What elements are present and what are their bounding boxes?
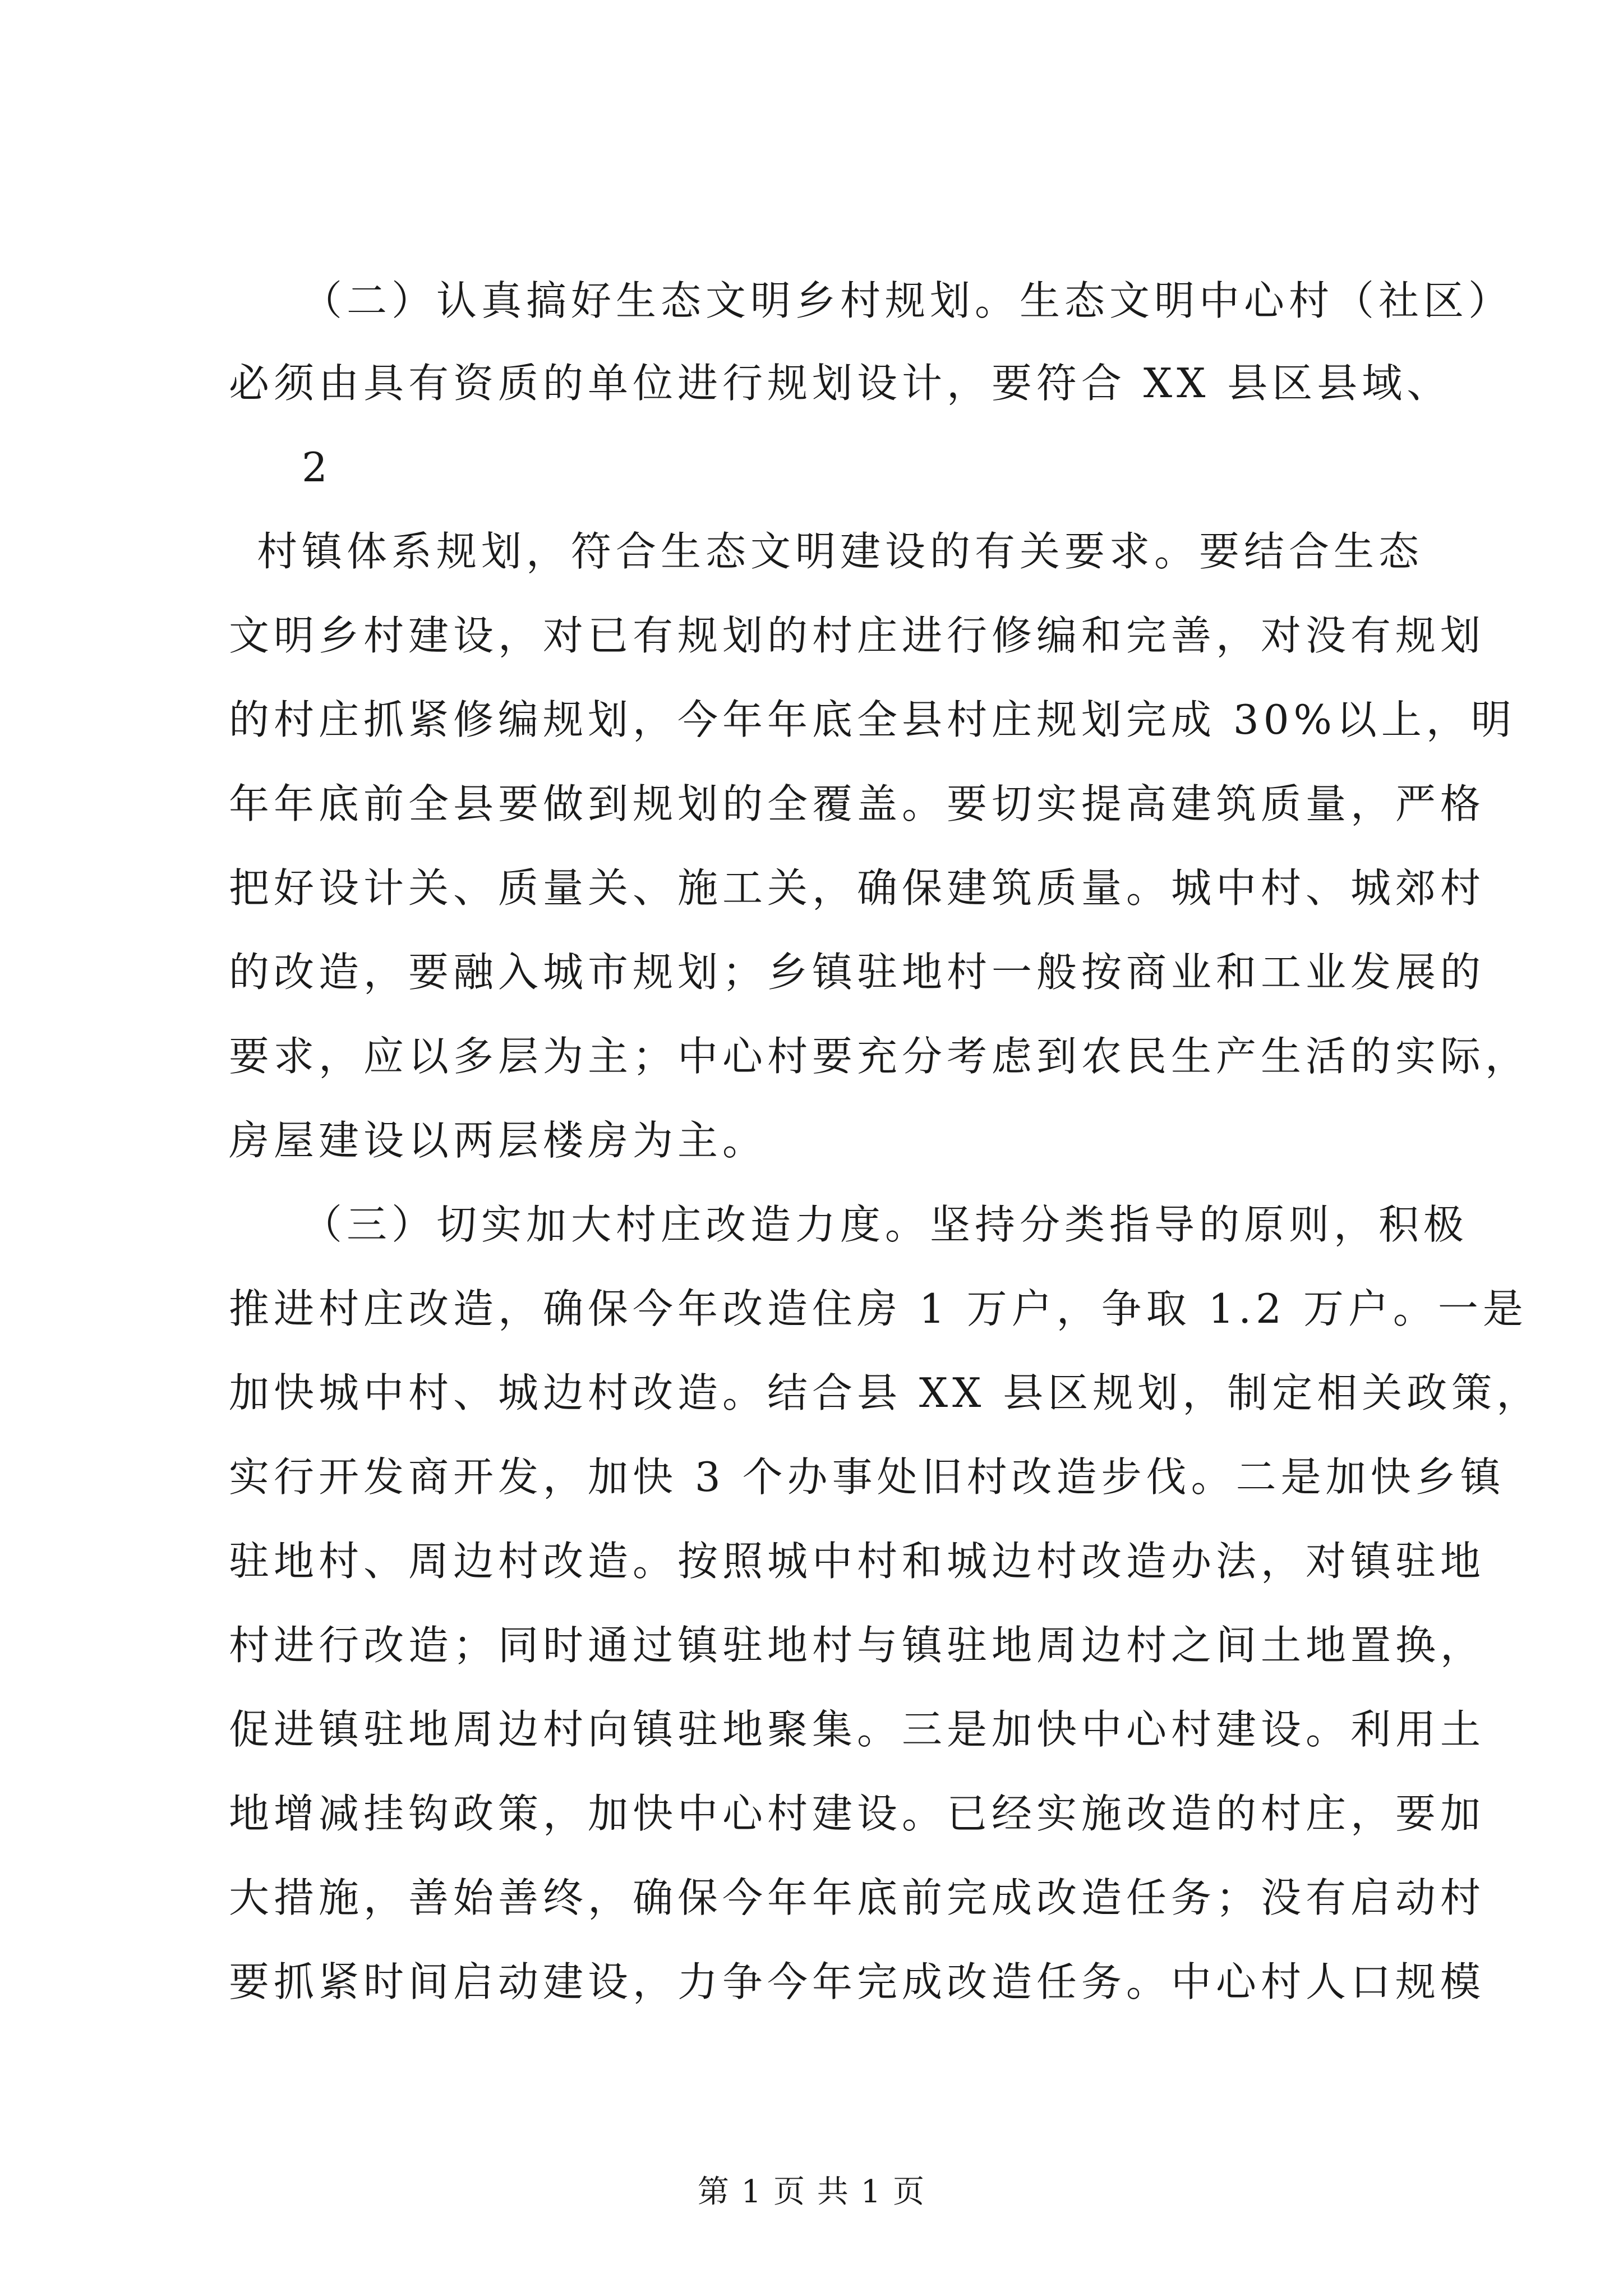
paragraph-line: 促进镇驻地周边村向镇驻地聚集。三是加快中心村建设。利用土 (229, 1706, 1486, 1753)
paragraph-line: 必须由具有资质的单位进行规划设计，要符合 XX 县区县域、 (229, 360, 1452, 407)
paragraph-line: 村镇体系规划，符合生态文明建设的有关要求。要结合生态 (257, 528, 1424, 575)
paragraph-line: （三）切实加大村庄改造力度。坚持分类指导的原则，积极 (302, 1201, 1469, 1248)
paragraph-line: 地增减挂钩政策，加快中心村建设。已经实施改造的村庄，要加 (229, 1790, 1486, 1837)
paragraph-line: 推进村庄改造，确保今年改造住房 1 万户，争取 1.2 万户。一是 (229, 1285, 1528, 1332)
paragraph-line: （二）认真搞好生态文明乡村规划。生态文明中心村（社区） (302, 277, 1514, 324)
paragraph-line: 村进行改造；同时通过镇驻地村与镇驻地周边村之间土地置换， (229, 1622, 1486, 1669)
paragraph-line: 实行开发商开发，加快 3 个办事处旧村改造步伐。二是加快乡镇 (229, 1453, 1505, 1501)
paragraph-line: 驻地村、周边村改造。按照城中村和城边村改造办法，对镇驻地 (229, 1538, 1486, 1585)
paragraph-line: 房屋建设以两层楼房为主。 (229, 1117, 768, 1164)
paragraph-line: 要抓紧时间启动建设，力争今年完成改造任务。中心村人口规模 (229, 1958, 1486, 2005)
paragraph-line: 把好设计关、质量关、施工关，确保建筑质量。城中村、城郊村 (229, 864, 1486, 912)
paragraph-line: 文明乡村建设，对已有规划的村庄进行修编和完善，对没有规划 (229, 612, 1486, 659)
paragraph-line: 年年底前全县要做到规划的全覆盖。要切实提高建筑质量，严格 (229, 780, 1486, 827)
paragraph-line: 加快城中村、城边村改造。结合县 XX 县区规划，制定相关政策， (229, 1369, 1542, 1416)
paragraph-line: 的改造，要融入城市规划；乡镇驻地村一般按商业和工业发展的 (229, 949, 1486, 996)
paragraph-line: 要求，应以多层为主；中心村要充分考虑到农民生产生活的实际， (229, 1033, 1530, 1080)
page-number-inline: 2 (302, 444, 332, 491)
page-footer: 第 1 页 共 1 页 (697, 2174, 926, 2210)
paragraph-line: 的村庄抓紧修编规划，今年年底全县村庄规划完成 30%以上，明 (229, 696, 1516, 743)
paragraph-line: 大措施，善始善终，确保今年年底前完成改造任务；没有启动村 (229, 1874, 1486, 1921)
